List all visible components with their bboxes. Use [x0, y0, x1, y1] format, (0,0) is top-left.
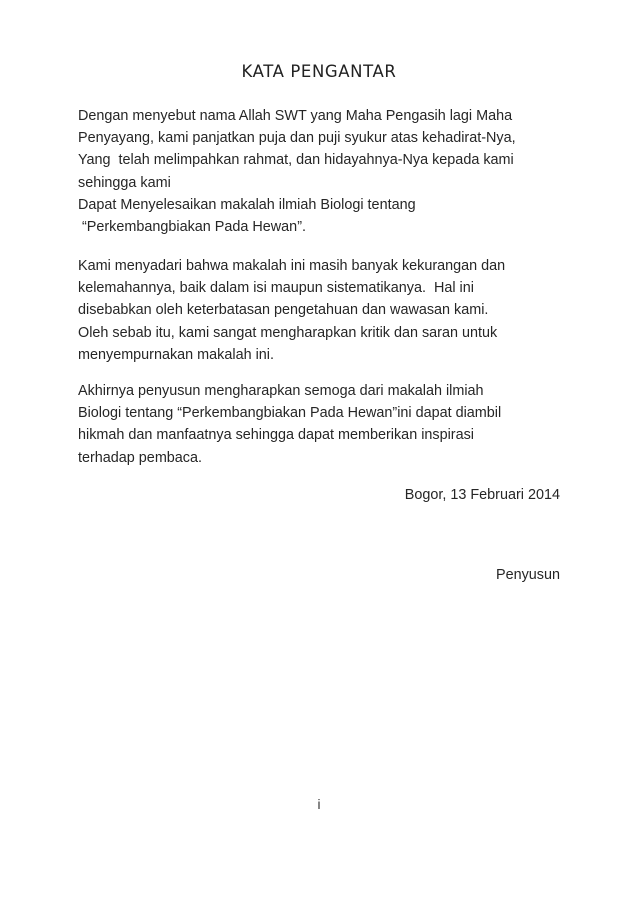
page-number: i	[317, 797, 321, 812]
paragraph-line: “Perkembangbiakan Pada Hewan”.	[78, 219, 306, 236]
paragraph-line: disebabkan oleh keterbatasan pengetahuan dan wawasan kami.	[78, 302, 489, 319]
paragraph-line: Dapat Menyelesaikan makalah ilmiah Biologi tentang	[78, 196, 416, 213]
signer-name: Penyusun	[495, 567, 560, 583]
paragraph-line: Penyayang, kami panjatkan puja dan puji syukur atas kehadirat-Nya,	[78, 130, 516, 147]
paragraph-line: hikmah dan manfaatnya sehingga dapat memberikan inspirasi	[78, 427, 474, 444]
paragraph-opening	[78, 105, 578, 238]
paragraph-acknowledgement	[78, 255, 578, 366]
paragraph-line: Biologi tentang “Perkembangbiakan Pada Hewan”ini dapat diambil	[78, 405, 502, 422]
paragraph-line: Dengan menyebut nama Allah SWT yang Maha Pengasih lagi Maha	[78, 108, 513, 124]
page-title: KATA PENGANTAR	[241, 62, 397, 81]
paragraph-line: Kami menyadari bahwa makalah ini masih banyak kekurangan dan	[78, 258, 506, 274]
paragraph-line: sehingga kami	[78, 174, 171, 191]
paragraph-line: kelemahannya, baik dalam isi maupun sistematikanya. Hal ini	[78, 280, 474, 297]
paragraph-line: terhadap pembaca.	[78, 449, 203, 466]
paragraph-line: Yang telah melimpahkan rahmat, dan hidayahnya-Nya kepada kami	[78, 152, 514, 169]
paragraph-line: Oleh sebab itu, kami sangat mengharapkan kritik dan saran untuk	[78, 324, 498, 341]
paragraph-line: menyempurnakan makalah ini.	[78, 346, 274, 363]
paragraph-closing	[78, 380, 578, 469]
paragraph-line: Akhirnya penyusun mengharapkan semoga dari makalah ilmiah	[78, 383, 484, 399]
place-date: Bogor, 13 Februari 2014	[404, 487, 560, 503]
